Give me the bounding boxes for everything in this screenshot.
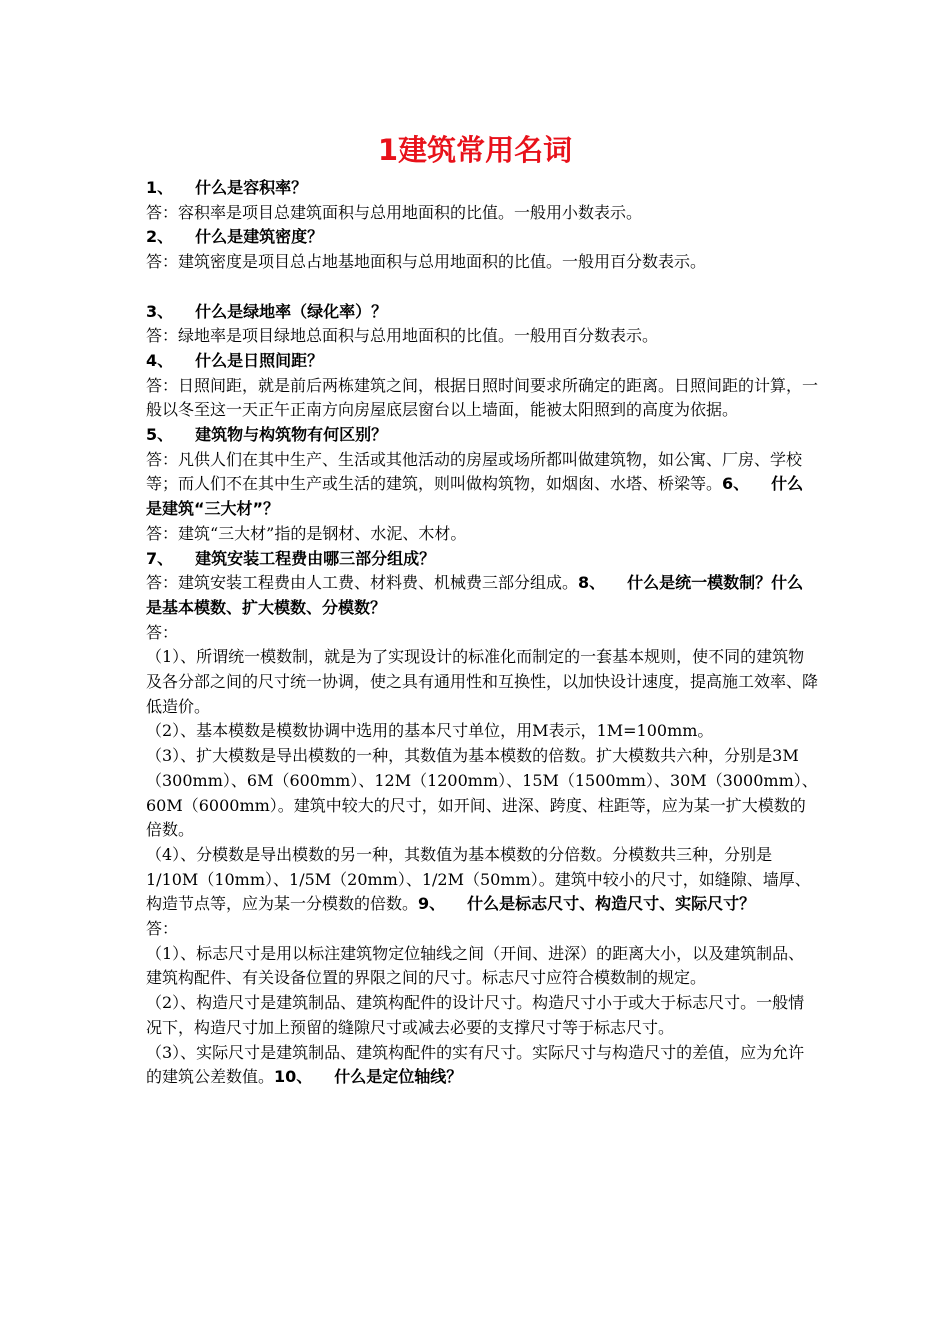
question-text: 什么是建筑“三大材”？ xyxy=(146,474,804,519)
question-number: 3、 xyxy=(146,301,174,321)
answer-text: 答：凡供人们在其中生产、生活或其他活动的房屋或场所都叫做建筑物，如公寓、厂房、学校等；而人们不在其中生产或生活的建筑，则叫做构筑物，如烟囱、水塔、桥梁等。 xyxy=(146,449,803,494)
answer-text: 答：建筑安装工程费由人工费、材料费、机械费三部分组成。 xyxy=(146,573,579,593)
answer-paragraph xyxy=(146,448,818,522)
answer-text: 答：建筑密度是项目总占地基地面积与总用地面积的比值。一般用百分数表示。 xyxy=(146,252,707,272)
answer-paragraph xyxy=(146,201,818,226)
answer-paragraph xyxy=(146,942,818,991)
page-title: 1建筑常用名词 xyxy=(377,133,573,167)
answer-paragraph xyxy=(146,571,818,620)
question-text: 什么是定位轴线？ xyxy=(334,1067,463,1087)
question-number: 4、 xyxy=(146,350,174,370)
answer-text: （2）、基本模数是模数协调中选用的基本尺寸单位，用M表示，1M=100mm。 xyxy=(146,721,714,741)
question-text: 什么是标志尺寸、构造尺寸、实际尺寸？ xyxy=(467,894,756,914)
question-text: 什么是容积率？ xyxy=(195,178,308,197)
answer-paragraph xyxy=(146,250,818,275)
question-heading xyxy=(146,547,818,572)
question-number: 10、 xyxy=(274,1067,313,1087)
question-heading xyxy=(146,300,818,325)
document-body xyxy=(146,176,818,1090)
question-text: 什么是绿地率（绿化率）？ xyxy=(195,301,388,321)
question-heading xyxy=(418,894,755,913)
answer-paragraph xyxy=(146,744,818,843)
question-text: 什么是日照间距？ xyxy=(195,350,324,370)
answer-paragraph xyxy=(146,843,818,917)
question-heading xyxy=(146,176,818,201)
question-text: 建筑安装工程费由哪三部分组成？ xyxy=(195,548,436,568)
answer-paragraph xyxy=(146,917,818,942)
question-number: 5、 xyxy=(146,425,174,445)
answer-paragraph xyxy=(146,374,818,423)
answer-text: 答：容积率是项目总建筑面积与总用地面积的比值。一般用小数表示。 xyxy=(146,202,643,222)
question-number: 2、 xyxy=(146,227,174,247)
answer-paragraph xyxy=(146,621,818,646)
question-number: 8、 xyxy=(578,573,606,593)
answer-paragraph xyxy=(146,645,818,719)
answer-text: （3）、扩大模数是导出模数的一种，其数值为基本模数的倍数。扩大模数共六种，分别是3M（300mm）、6M（600mm）、12M（1200mm）、15M（1500mm）、30M（3000mm）、60M（6000mm）。建筑中较大的尺寸，如开间、进深、跨度、柱距等，应为某一扩大模数的倍数。 xyxy=(146,746,818,840)
answer-text: 答： xyxy=(146,919,179,939)
question-heading xyxy=(146,423,818,448)
answer-text: （4）、分模数是导出模数的另一种，其数值为基本模数的分倍数。分模数共三种，分别是1/10M（10mm）、1/5M（20mm）、1/2M（50mm）。建筑中较小的尺寸，如缝隙、墙厚、构造节点等，应为某一分模数的倍数。 xyxy=(146,844,811,914)
answer-text: （3）、实际尺寸是建筑制品、建筑构配件的实有尺寸。实际尺寸与构造尺寸的差值，应为允许的建筑公差数值。 xyxy=(146,1042,805,1087)
answer-paragraph xyxy=(146,522,818,547)
answer-text: （1）、所谓统一模数制，就是为了实现设计的标准化而制定的一套基本规则，使不同的建筑物及各分部之间的尺寸统一协调，使之具有通用性和互换性，以加快设计速度，提高施工效率、降低造价。 xyxy=(146,647,819,716)
question-number: 7、 xyxy=(146,548,174,568)
question-heading xyxy=(146,349,818,374)
blank-line xyxy=(146,275,818,300)
question-text: 什么是统一模数制？什么是基本模数、扩大模数、分模数？ xyxy=(146,573,804,617)
question-heading xyxy=(274,1067,462,1086)
answer-paragraph xyxy=(146,324,818,349)
question-text: 建筑物与构筑物有何区别？ xyxy=(195,425,388,445)
answer-paragraph xyxy=(146,991,818,1040)
answer-text: 答： xyxy=(146,622,179,642)
answer-text: 答：日照间距，就是前后两栋建筑之间，根据日照时间要求所确定的距离。日照间距的计算，一般以冬至这一天正午正南方向房屋底层窗台以上墙面，能被太阳照到的高度为依据。 xyxy=(146,375,819,420)
question-number: 6、 xyxy=(722,474,750,494)
answer-text: （2）、构造尺寸是建筑制品、建筑构配件的设计尺寸。构造尺寸小于或大于标志尺寸。一般情况下，构造尺寸加上预留的缝隙尺寸或减去必要的支撑尺寸等于标志尺寸。 xyxy=(146,993,805,1037)
answer-text: 答：建筑“三大材”指的是钢材、水泥、木材。 xyxy=(146,523,467,543)
question-text: 什么是建筑密度？ xyxy=(195,227,324,247)
answer-text: （1）、标志尺寸是用以标注建筑物定位轴线之间（开间、进深）的距离大小，以及建筑制品、建筑构配件、有关设备位置的界限之间的尺寸。标志尺寸应符合模数制的规定。 xyxy=(146,943,805,988)
question-heading xyxy=(146,225,818,250)
question-number: 1、 xyxy=(146,178,174,197)
answer-paragraph xyxy=(146,719,818,744)
answer-paragraph xyxy=(146,1041,818,1090)
answer-text: 答：绿地率是项目绿地总面积与总用地面积的比值。一般用百分数表示。 xyxy=(146,326,659,346)
question-number: 9、 xyxy=(418,894,446,914)
